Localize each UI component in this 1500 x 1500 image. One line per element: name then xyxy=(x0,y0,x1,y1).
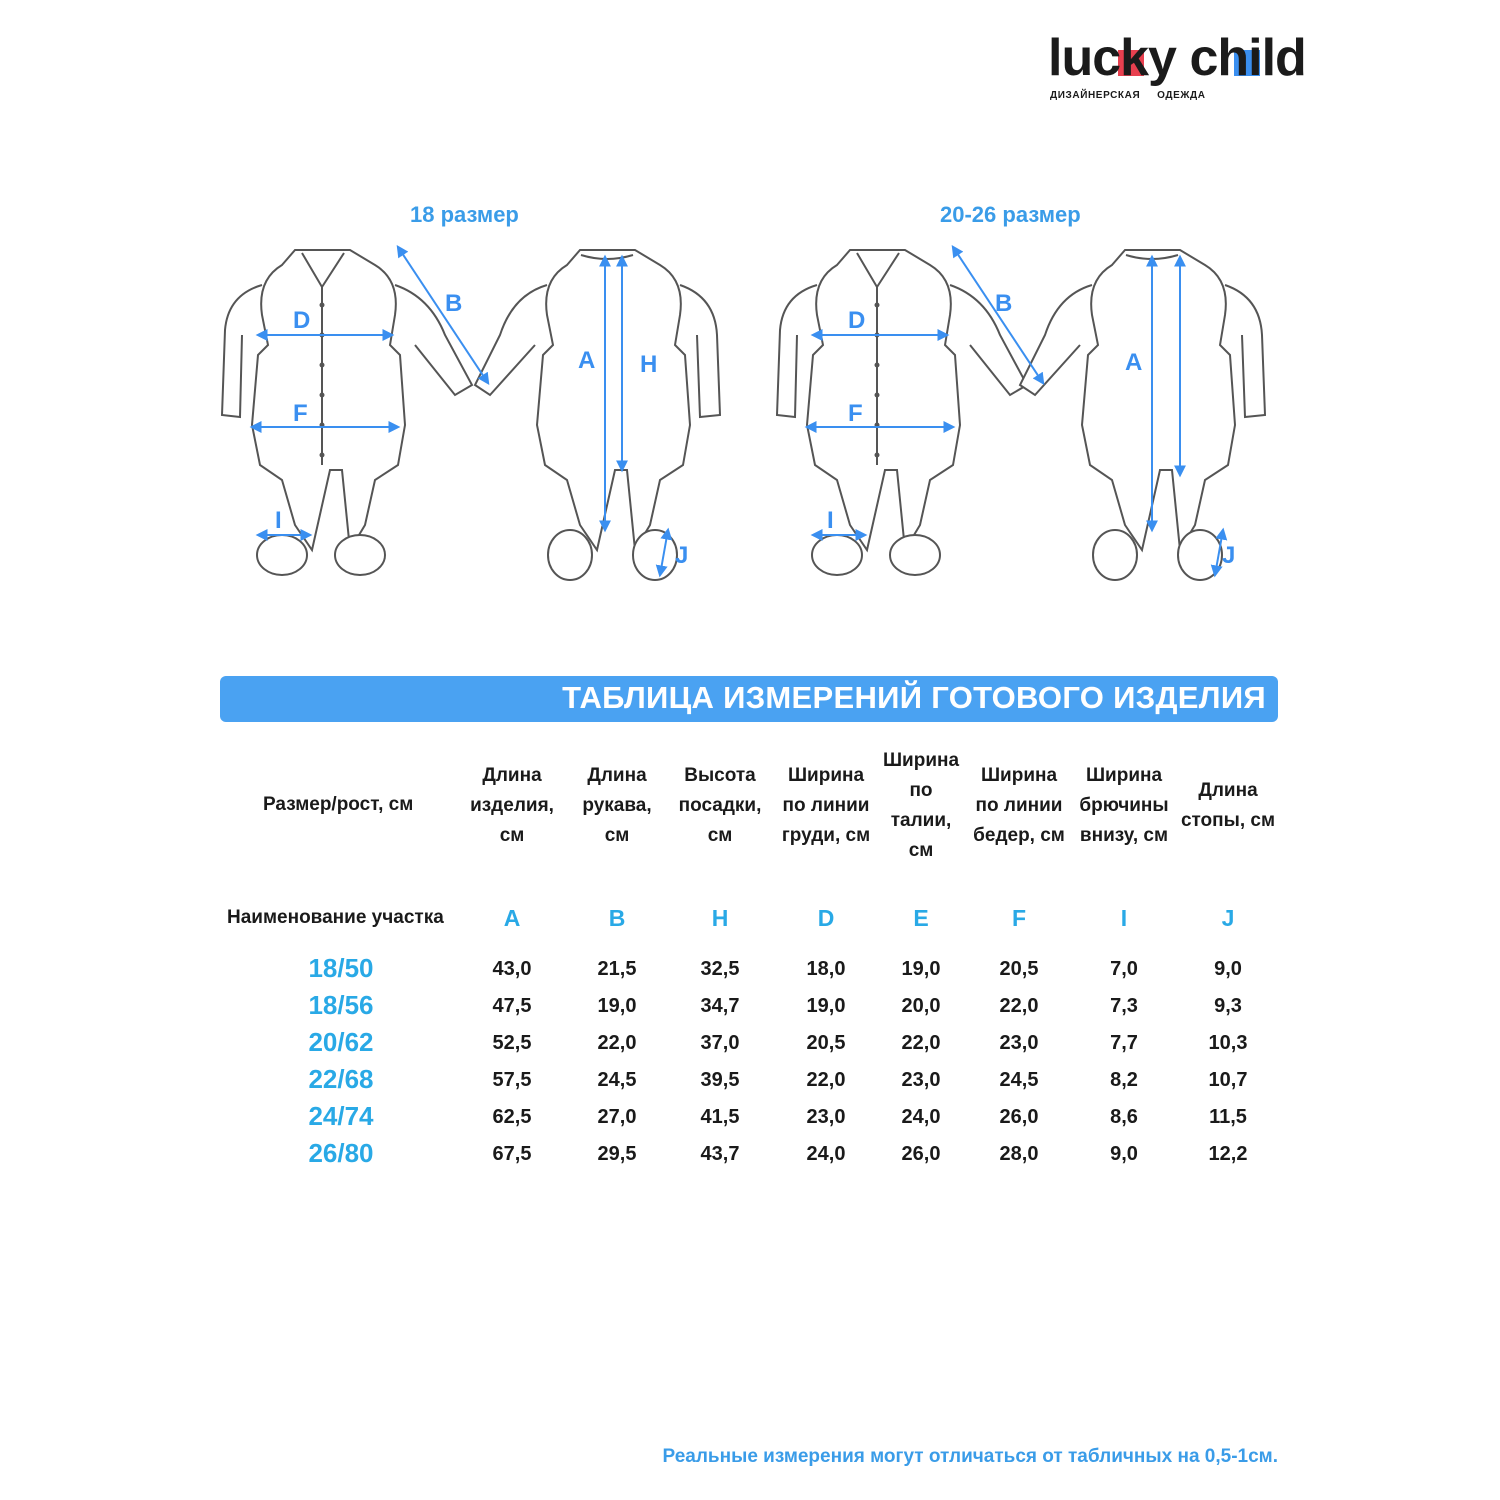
column-code-e: E xyxy=(913,905,929,931)
table-cell: 11,5 xyxy=(1209,1106,1247,1128)
table-cell: 22,0 xyxy=(901,1032,941,1054)
label-i-1: I xyxy=(275,507,282,534)
table-cell: 20,5 xyxy=(806,1032,846,1054)
table-cell: 8,6 xyxy=(1110,1106,1138,1128)
table-cell: 26,0 xyxy=(901,1143,941,1165)
label-d-2: D xyxy=(848,307,866,334)
column-header-line: Длина xyxy=(587,765,647,786)
column-header-line: см xyxy=(908,840,934,861)
table-cell: 19,0 xyxy=(901,958,941,980)
row-size-label: 20/62 xyxy=(308,1027,374,1057)
column-header-line: груди, см xyxy=(781,825,871,846)
table-cell: 47,5 xyxy=(492,995,532,1017)
table-cell: 24,5 xyxy=(597,1069,637,1091)
table-cell: 24,5 xyxy=(999,1069,1039,1091)
table-cell: 23,0 xyxy=(806,1106,846,1128)
column-header-line: Длина xyxy=(482,765,542,786)
column-header-h xyxy=(660,761,780,851)
column-header-line: внизу, см xyxy=(1079,825,1169,846)
column-code-b: B xyxy=(608,905,626,931)
column-header-line: см xyxy=(604,825,630,846)
column-code-a: A xyxy=(503,905,521,931)
table-cell: 23,0 xyxy=(999,1032,1039,1054)
table-cell: 27,0 xyxy=(597,1106,637,1128)
table-banner xyxy=(220,676,1278,722)
table-cell: 26,0 xyxy=(999,1106,1039,1128)
table-cell: 43,7 xyxy=(700,1143,740,1165)
size-header: Размер/рост, см xyxy=(263,794,414,815)
table-cell: 8,2 xyxy=(1110,1069,1138,1091)
logo-wordmark: lucky child xyxy=(1048,29,1306,87)
row-size-label: 22/68 xyxy=(308,1064,374,1094)
column-header-f xyxy=(959,761,1079,851)
logo-tagline: ДИЗАЙНЕРСКАЯ ОДЕЖДА xyxy=(1050,90,1206,101)
table-cell: 57,5 xyxy=(492,1069,532,1091)
garment-diagrams xyxy=(200,225,1300,605)
column-header-i xyxy=(1064,761,1184,851)
table-cell: 32,5 xyxy=(700,958,740,980)
column-header-line: Длина xyxy=(1198,780,1258,801)
column-header-line: см xyxy=(707,825,733,846)
column-code-h: H xyxy=(711,905,729,931)
row-size-label: 18/56 xyxy=(308,990,374,1020)
column-header-line: Ширина xyxy=(980,765,1058,786)
label-j-2: J xyxy=(1222,542,1236,569)
table-cell: 23,0 xyxy=(901,1069,941,1091)
row-size-label: 26/80 xyxy=(308,1138,374,1168)
table-cell: 7,7 xyxy=(1110,1032,1138,1054)
table-cell: 43,0 xyxy=(492,958,532,980)
column-header-line: по xyxy=(909,780,933,801)
table-cell: 19,0 xyxy=(597,995,637,1017)
table-cell: 67,5 xyxy=(492,1143,532,1165)
table-cell: 20,5 xyxy=(999,958,1039,980)
row-size-label: 24/74 xyxy=(308,1101,374,1131)
label-h-1: H xyxy=(640,351,658,378)
table-cell: 10,3 xyxy=(1208,1032,1248,1054)
column-header-line: Ширина xyxy=(1085,765,1163,786)
label-b-1: B xyxy=(445,290,463,317)
column-header-b xyxy=(557,761,677,851)
label-a-1: A xyxy=(578,347,596,374)
column-header-line: брючины xyxy=(1079,795,1169,816)
table-cell: 41,5 xyxy=(700,1106,740,1128)
table-cell: 37,0 xyxy=(700,1032,740,1054)
table-cell: 19,0 xyxy=(806,995,846,1017)
diagram-title-20-26: 20-26 размер xyxy=(940,202,1081,227)
table-cell: 7,3 xyxy=(1110,995,1138,1017)
column-header-line: Ширина xyxy=(787,765,865,786)
column-header-line: бедер, см xyxy=(973,825,1065,846)
column-header-line: стопы, см xyxy=(1180,810,1276,831)
column-header-line: Высота xyxy=(684,765,756,786)
column-header-line: по линии xyxy=(975,795,1063,816)
column-header-line: изделия, xyxy=(470,795,554,816)
table-cell: 28,0 xyxy=(999,1143,1039,1165)
column-code-f: F xyxy=(1011,905,1027,931)
table-cell: 24,0 xyxy=(901,1106,941,1128)
table-cell: 9,0 xyxy=(1110,1143,1138,1165)
table-cell: 39,5 xyxy=(700,1069,740,1091)
footnote: Реальные измерения могут отличаться от табличных на 0,5-1см. xyxy=(662,1446,1278,1467)
column-header-line: Ширина xyxy=(882,750,960,771)
column-code-j: J xyxy=(1221,905,1235,931)
table-cell: 21,5 xyxy=(597,958,637,980)
label-f-2: F xyxy=(848,400,863,427)
column-code-i: I xyxy=(1120,905,1128,931)
column-header-line: посадки, xyxy=(678,795,762,816)
label-a-2: A xyxy=(1125,349,1143,376)
diagram-title-18: 18 размер xyxy=(410,202,519,227)
table-cell: 12,2 xyxy=(1208,1143,1248,1165)
column-header-line: талии, xyxy=(890,810,952,831)
label-f-1: F xyxy=(293,400,308,427)
table-cell: 52,5 xyxy=(492,1032,532,1054)
table-cell: 10,7 xyxy=(1208,1069,1248,1091)
table-cell: 18,0 xyxy=(806,958,846,980)
table-cell: 9,0 xyxy=(1214,958,1242,980)
table-cell: 22,0 xyxy=(999,995,1039,1017)
column-header-line: по линии xyxy=(782,795,870,816)
table-cell: 9,3 xyxy=(1214,995,1242,1017)
table-title: ТАБЛИЦА ИЗМЕРЕНИЙ ГОТОВОГО ИЗДЕЛИЯ xyxy=(562,680,1266,715)
table-cell: 29,5 xyxy=(597,1143,637,1165)
brand-logo xyxy=(1048,29,1306,101)
column-header-j xyxy=(1168,776,1288,836)
column-code-d: D xyxy=(817,905,835,931)
table-cell: 22,0 xyxy=(806,1069,846,1091)
label-d-1: D xyxy=(293,307,311,334)
column-header-line: см xyxy=(499,825,525,846)
table-cell: 20,0 xyxy=(901,995,941,1017)
table-cell: 34,7 xyxy=(700,995,740,1017)
table-cell: 22,0 xyxy=(597,1032,637,1054)
section-header: Наименование участка xyxy=(227,907,444,928)
column-header-line: рукава, xyxy=(582,795,652,816)
table-cell: 62,5 xyxy=(492,1106,532,1128)
table-cell: 24,0 xyxy=(806,1143,846,1165)
column-header-a xyxy=(452,761,572,851)
table-cell: 7,0 xyxy=(1110,958,1138,980)
label-i-2: I xyxy=(827,507,834,534)
label-j-1: J xyxy=(675,542,689,569)
row-size-label: 18/50 xyxy=(308,953,374,983)
label-b-2: B xyxy=(995,290,1013,317)
